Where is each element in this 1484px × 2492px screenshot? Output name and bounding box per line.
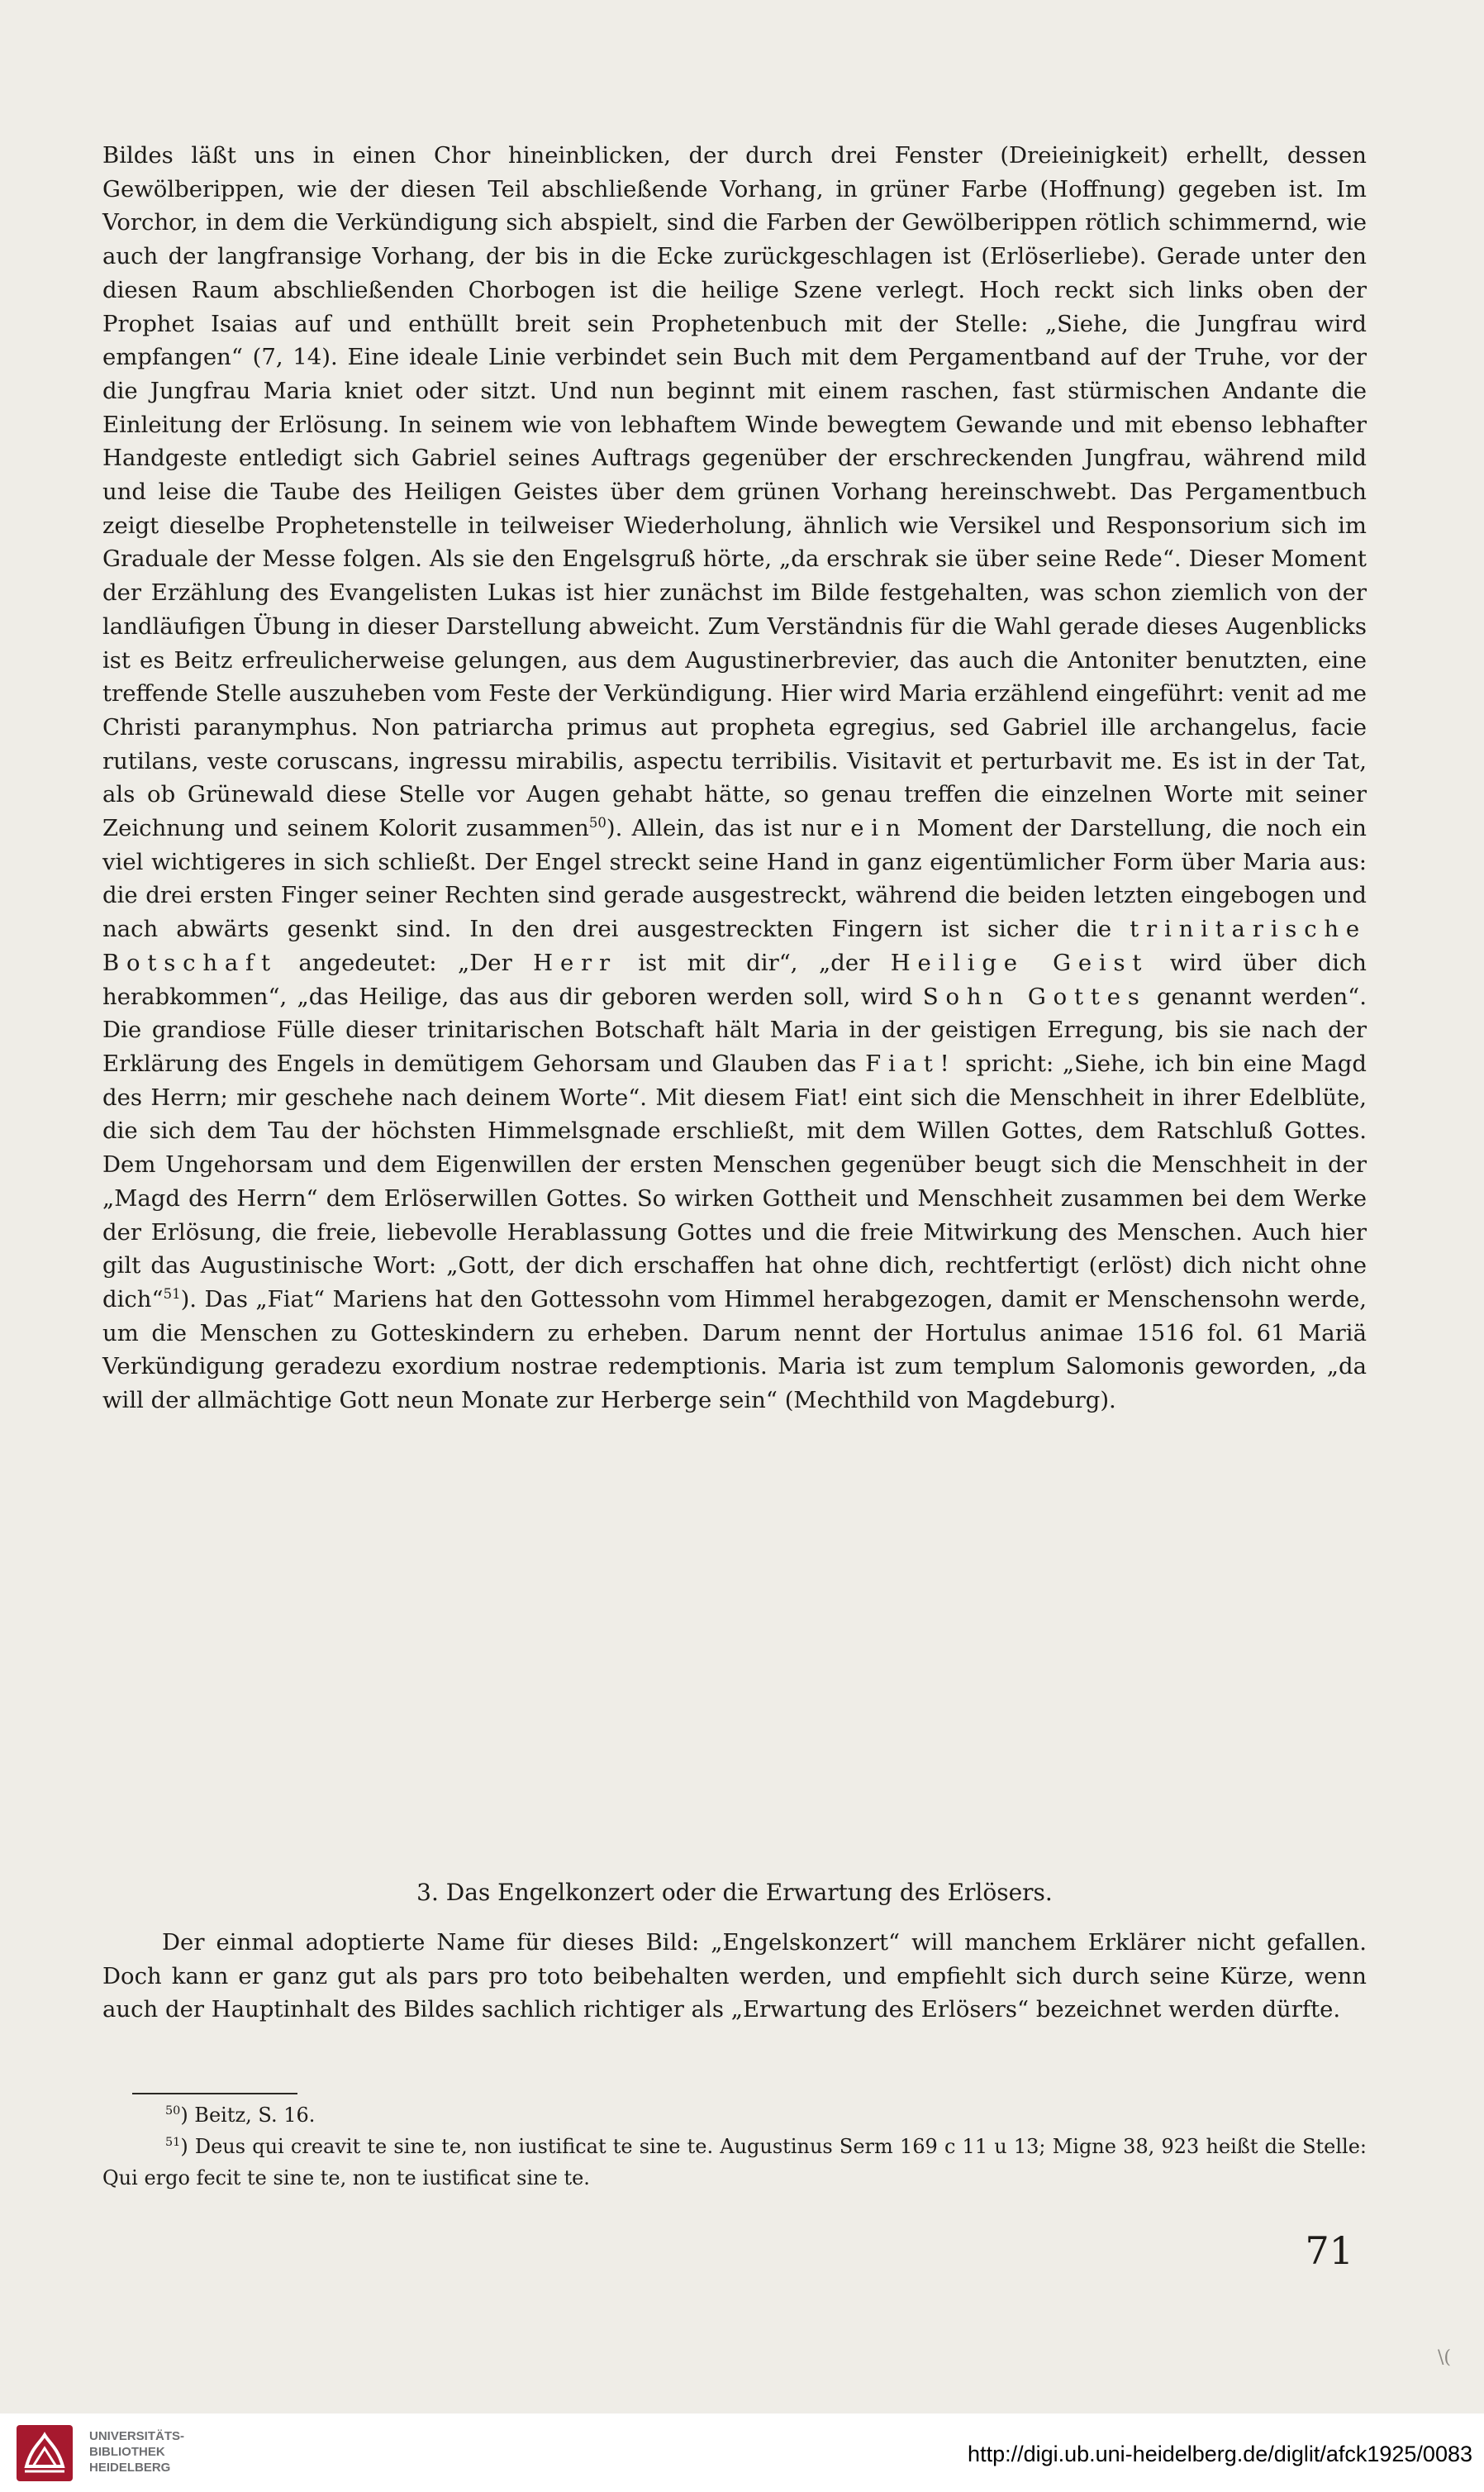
spaced-emphasis: ein xyxy=(850,815,908,842)
footnote-50: $^{50}$) Beitz, S. 16. xyxy=(165,2104,316,2127)
footnote-51: $^{51}$) Deus qui creavit te sine te, non iustificat te sine te. Augustinus Serm 169 c 11 u 13; Migne 38, 923 heißt die Stelle: Qui ergo fecit te sine te, non te iustificat sine te. xyxy=(102,2135,1367,2189)
spaced-emphasis: Fiat! xyxy=(865,1050,957,1077)
source-url-link[interactable]: http://digi.ub.uni-heidelberg.de/diglit/afck1925/0083 xyxy=(968,2442,1472,2466)
footnote-ref-51[interactable]: 51 xyxy=(163,1285,181,1302)
footnote-mark: 50 xyxy=(165,2104,181,2118)
library-emblem-icon xyxy=(15,2423,74,2483)
footnote-mark: 51 xyxy=(165,2136,181,2149)
corner-mark: \( xyxy=(1438,2347,1451,2368)
section-text xyxy=(102,1926,1367,2027)
page-number: 71 xyxy=(1305,2228,1353,2273)
paragraph-engelkonzert: Der einmal adoptierte Name für dieses Bild: „Engelskonzert“ will manchem Erklärer nicht gefallen. Doch kann er ganz gut als pars pro toto beibehalten werden, und empfiehlt sich durch seine Kürze, wenn auch der Hauptinhalt des Bildes sachlich richtiger als „Erwartung des Erlösers“ bezeichnet werden dürfte. xyxy=(102,1929,1367,2023)
footnotes xyxy=(102,2099,1367,2194)
library-logo[interactable] xyxy=(15,2418,213,2488)
spaced-emphasis: Sohn Gottes xyxy=(922,983,1147,1010)
library-name: UNIVERSITÄTS- BIBLIOTHEK HEIDELBERG xyxy=(89,2429,185,2475)
spaced-emphasis: trinitarische Botschaft xyxy=(102,916,1367,976)
spaced-emphasis: Herr xyxy=(533,949,617,976)
footnote-ref-50[interactable]: 50 xyxy=(588,814,606,831)
section-heading: 3. Das Engelkonzert oder die Erwartung des Erlösers. xyxy=(416,1879,1053,1906)
spaced-emphasis: Heilige Geist xyxy=(890,949,1149,976)
main-text xyxy=(102,139,1367,1418)
footnote-divider xyxy=(132,2093,297,2094)
paragraph-annunciation: Bildes läßt uns in einen Chor hineinblicken, der durch drei Fenster (Dreieinigkeit) erhellt, dessen Gewölberippen, wie der diesen Teil abschließende Vorhang, in grüner Farbe (Hoffnung) gegeben ist. Im Vorchor, in dem die Verkündigung sich abspielt, sind die Farben der Gewölberippen rötlich schimmernd, wie auch der langfransige Vorhang, der bis in die Ecke zurückgeschlagen ist (Erlöserliebe). Gerade unter den diesen Raum abschließenden Chorbogen ist die heilige Szene verlegt. Hoch reckt sich links oben der Prophet Isaias auf und enthüllt breit sein Prophetenbuch mit der Stelle: „Siehe, die Jungfrau wird empfangen“ (7, 14). Eine ideale Linie verbindet sein Buch mit dem Pergamentband auf der Truhe, vor der die Jungfrau Maria kniet oder sitzt. Und nun beginnt mit einem raschen, fast stürmischen Andante die Einleitung der Erlösung. In seinem wie von lebhaftem Winde bewegtem Gewande und mit ebenso lebhafter Handgeste entledigt sich Gabriel seines Auftrags gegenüber der erschreckenden Jungfrau, während mild und leise die Taube des Heiligen Geistes über dem grünen Vorhang hereinschwebt. Das Pergamentbuch zeigt dieselbe Prophetenstelle in teilweiser Wiederholung, ähnlich wie Versikel und Responsorium sich im Graduale der Messe folgen. Als sie den Engelsgruß hörte, „da erschrak sie über seine Rede“. Dieser Moment der Erzählung des Evangelisten Lukas ist hier zunächst im Bilde festgehalten, was schon ziemlich von der landläufigen Übung in dieser Darstellung abweicht. Zum Verständnis für die Wahl gerade dieses Augenblicks ist es Beitz erfreulicherweise gelungen, aus dem Augustinerbrevier, das auch die Antoniter benutzten, eine treffende Stelle auszuheben vom Feste der Verkündigung. Hier wird Maria erzählend eingeführt: venit ad me Christi paranymphus. Non patriarcha primus aut propheta egregius, sed Gabriel ille archangelus, facie rutilans, veste coruscans, ingressu mirabilis, aspectu terribilis. Visitavit et perturbavit me. Es ist in der Tat, als ob Grünewald diese Stelle vor Augen gehabt hätte, so genau treffen die einzelnen Worte mit seiner Zeichnung und seinem Kolorit zusammen$^{50}$). Allein, das ist nur ein Moment der Darstellung, die noch ein viel wichtigeres in sich schließt. Der Engel streckt seine Hand in ganz eigentümlicher Form über Maria aus: die drei ersten Finger seiner Rechten sind gerade ausgestreckt, während die beiden letzten eingebogen und nach abwärts gesenkt sind. In den drei ausgestreckten Fingern ist sicher die trinitarische Botschaft angedeutet: „Der Herr ist mit dir“, „der Heilige Geist wird über dich herabkommen“, „das Heilige, das aus dir geboren werden soll, wird Sohn Gottes genannt werden“. Die grandiose Fülle dieser trinitarischen Botschaft hält Maria in der geistigen Erregung, bis sie nach der Erklärung des Engels in demütigem Gehorsam und Glauben das Fiat! spricht: „Siehe, ich bin eine Magd des Herrn; mir geschehe nach deinem Worte“. Mit diesem Fiat! eint sich die Menschheit in ihrer Edelblüte, die sich dem Tau der höchsten Himmelsgnade erschließt, mit dem Willen Gottes, dem Ratschluß Gottes. Dem Ungehorsam und dem Eigenwillen der ersten Menschen gegenüber beugt sich die Menschheit in der „Magd des Herrn“ dem Erlöserwillen Gottes. So wirken Gottheit und Menschheit zusammen bei dem Werke der Erlösung, die freie, liebevolle Herablassung Gottes und die freie Mitwirkung des Menschen. Auch hier gilt das Augustinische Wort: „Gott, der dich erschaffen hat ohne dich, rechtfertigt (erlöst) dich nicht ohne dich“$^{51}$). Das „Fiat“ Mariens hat den Gottessohn vom Himmel herabgezogen, damit er Menschensohn werde, um die Menschen zu Gotteskindern zu erheben. Darum nennt der Hortulus animae 1516 fol. 61 Mariä Verkündigung geradezu exordium nostrae redemptionis. Maria ist zum templum Salomonis geworden, „da will der allmächtige Gott neun Monate zur Herberge sein“ (Mechthild von Magdeburg). xyxy=(102,142,1367,1414)
